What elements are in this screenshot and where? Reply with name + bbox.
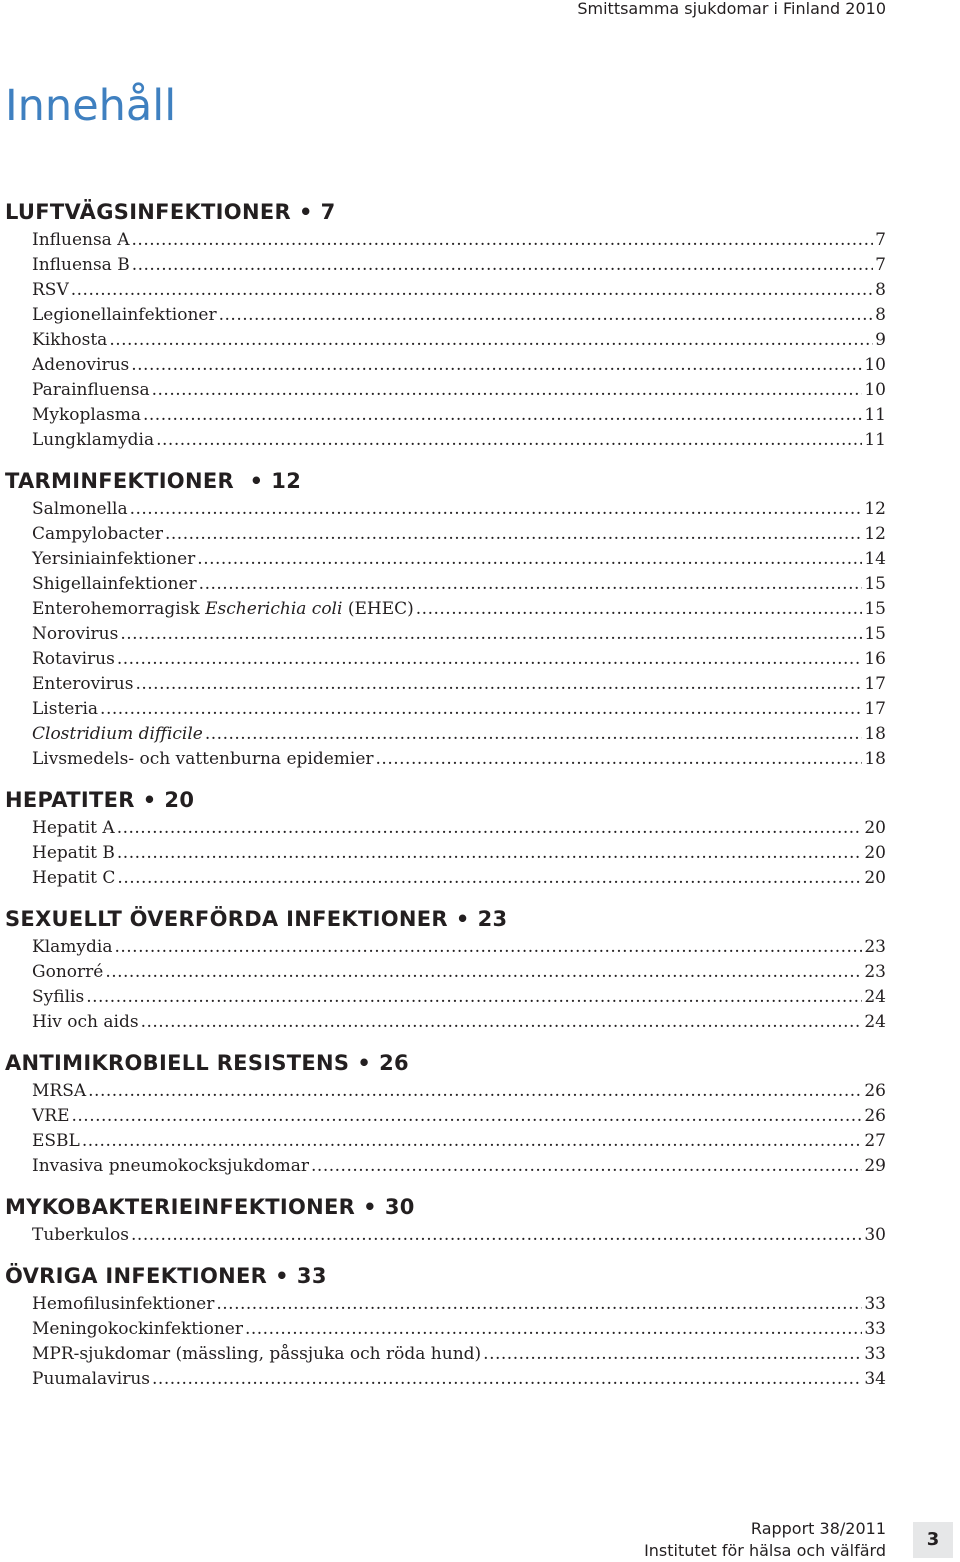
toc-entry[interactable] xyxy=(5,428,886,453)
toc-entry[interactable] xyxy=(5,1154,886,1179)
leader-dots xyxy=(105,960,862,985)
entry-page: 8 xyxy=(875,305,886,325)
entry-page: 8 xyxy=(875,280,886,300)
entry-page: 26 xyxy=(864,1081,886,1101)
report-number: Rapport 38/2011 xyxy=(750,1519,886,1538)
section-heading-page: 23 xyxy=(477,907,508,931)
toc-section-tarminfektioner xyxy=(5,465,886,784)
bullet-separator: • xyxy=(298,200,313,224)
entry-page: 24 xyxy=(864,1012,886,1032)
leader-dots xyxy=(143,403,862,428)
entry-page: 24 xyxy=(864,987,886,1007)
entry-page: 34 xyxy=(864,1369,886,1389)
leader-dots xyxy=(82,1129,863,1154)
section-heading[interactable] xyxy=(5,1260,886,1292)
section-heading[interactable] xyxy=(5,1191,886,1223)
leader-dots xyxy=(131,353,862,378)
leader-dots xyxy=(117,647,863,672)
leader-dots xyxy=(152,378,863,403)
toc-entry[interactable] xyxy=(5,497,886,522)
toc-entry[interactable] xyxy=(5,1079,886,1104)
toc-entry[interactable] xyxy=(5,935,886,960)
entry-page: 17 xyxy=(864,674,886,694)
entry-label: Lungklamydia xyxy=(32,430,155,450)
leader-dots xyxy=(219,303,874,328)
entry-page: 23 xyxy=(864,937,886,957)
entry-label: Invasiva pneumokocksjukdomar xyxy=(32,1156,310,1176)
section-heading-title: LUFTVÄGSINFEKTIONER xyxy=(5,200,291,224)
entry-label: VRE xyxy=(32,1106,70,1126)
section-heading[interactable] xyxy=(5,784,886,816)
entry-label: Mykoplasma xyxy=(32,405,141,425)
toc-entry[interactable] xyxy=(5,841,886,866)
leader-dots xyxy=(71,278,873,303)
bullet-separator: • xyxy=(357,1051,372,1075)
section-heading-page: 33 xyxy=(296,1264,327,1288)
entry-page: 9 xyxy=(875,330,886,350)
entry-page: 10 xyxy=(864,380,886,400)
entry-label: Kikhosta xyxy=(32,330,108,350)
bullet-separator: • xyxy=(275,1264,289,1288)
entry-list xyxy=(5,935,886,1035)
entry-label xyxy=(32,722,203,747)
leader-dots xyxy=(245,1317,862,1342)
section-heading-page: 20 xyxy=(164,788,195,812)
institute-name: Institutet för hälsa och välfärd xyxy=(644,1541,886,1560)
leader-dots xyxy=(120,622,862,647)
entry-label-part: Enterohemorragisk xyxy=(32,599,206,619)
entry-page: 26 xyxy=(864,1106,886,1126)
toc-section-hepatiter xyxy=(5,784,886,903)
leader-dots xyxy=(197,547,862,572)
toc-entry[interactable] xyxy=(5,672,886,697)
entry-page: 17 xyxy=(864,699,886,719)
entry-label-part: (EHEC) xyxy=(342,599,414,619)
section-heading[interactable] xyxy=(5,465,886,497)
toc-entry[interactable] xyxy=(5,378,886,403)
toc-entry[interactable] xyxy=(5,403,886,428)
leader-dots xyxy=(100,697,862,722)
toc-entry[interactable] xyxy=(5,547,886,572)
entry-page: 27 xyxy=(864,1131,886,1151)
entry-page: 12 xyxy=(864,499,886,519)
toc-entry[interactable] xyxy=(5,522,886,547)
entry-page: 7 xyxy=(875,255,886,275)
entry-label: Hemofilusinfektioner xyxy=(32,1294,215,1314)
leader-dots xyxy=(72,1104,863,1129)
bullet-separator: • xyxy=(363,1195,377,1219)
section-heading[interactable] xyxy=(5,903,886,935)
entry-label: Hepatit B xyxy=(32,843,115,863)
entry-page: 30 xyxy=(864,1225,886,1245)
leader-dots xyxy=(109,328,873,353)
section-heading-title: HEPATITER xyxy=(5,788,135,812)
toc-entry[interactable] xyxy=(5,1317,886,1342)
entry-label: Listeria xyxy=(32,699,99,719)
entry-page: 20 xyxy=(864,868,886,888)
entry-label: Enterovirus xyxy=(32,674,134,694)
entry-page: 33 xyxy=(864,1294,886,1314)
entry-list xyxy=(5,497,886,772)
toc-entry[interactable] xyxy=(5,1223,886,1248)
entry-label: Norovirus xyxy=(32,624,119,644)
entry-page: 15 xyxy=(864,599,886,619)
toc-section-mykobakterieinfektioner xyxy=(5,1191,886,1260)
entry-label: Gonorré xyxy=(32,962,104,982)
entry-label: Tuberkulos xyxy=(32,1225,130,1245)
leader-dots xyxy=(117,816,863,841)
entry-label: RSV xyxy=(32,280,69,300)
leader-dots xyxy=(114,935,862,960)
section-heading-title: ANTIMIKROBIELL RESISTENS xyxy=(5,1051,350,1075)
toc-section-sexuellt-overforda-infektioner xyxy=(5,903,886,1047)
entry-page: 16 xyxy=(864,649,886,669)
section-heading-title: ÖVRIGA INFEKTIONER xyxy=(5,1264,268,1288)
entry-page: 11 xyxy=(864,430,886,450)
leader-dots xyxy=(132,253,873,278)
toc-entry[interactable] xyxy=(5,697,886,722)
toc-entry[interactable] xyxy=(5,278,886,303)
entry-list xyxy=(5,1079,886,1179)
entry-label: Yersiniainfektioner xyxy=(32,549,196,569)
toc-entry[interactable] xyxy=(5,1129,886,1154)
entry-label: Puumalavirus xyxy=(32,1369,151,1389)
entry-label xyxy=(32,597,414,622)
section-heading-title: MYKOBAKTERIEINFEKTIONER xyxy=(5,1195,356,1219)
leader-dots xyxy=(141,1010,863,1035)
leader-dots xyxy=(152,1367,862,1392)
entry-label: Influensa A xyxy=(32,230,130,250)
toc-section-luftvagsinfektioner xyxy=(5,196,886,465)
toc-section-ovriga-infektioner xyxy=(5,1260,886,1392)
entry-label: Livsmedels- och vattenburna epidemier xyxy=(32,749,374,769)
entry-label-italic: Escherichia coli xyxy=(205,599,343,619)
entry-label: ESBL xyxy=(32,1131,80,1151)
toc-entry[interactable] xyxy=(5,622,886,647)
entry-page: 29 xyxy=(864,1156,886,1176)
toc-entry[interactable] xyxy=(5,1342,886,1367)
section-heading-page: 30 xyxy=(384,1195,415,1219)
leader-dots xyxy=(130,497,863,522)
table-of-contents xyxy=(5,196,886,1392)
leader-dots xyxy=(311,1154,862,1179)
entry-list xyxy=(5,1292,886,1392)
leader-dots xyxy=(483,1342,862,1367)
leader-dots xyxy=(88,1079,862,1104)
toc-entry[interactable] xyxy=(5,647,886,672)
entry-page: 11 xyxy=(864,405,886,425)
leader-dots xyxy=(135,672,862,697)
entry-list xyxy=(5,1223,886,1248)
section-heading-page: 7 xyxy=(320,200,336,224)
leader-dots xyxy=(131,1223,862,1248)
entry-page: 33 xyxy=(864,1319,886,1339)
toc-entry[interactable] xyxy=(5,303,886,328)
section-heading-page: 12 xyxy=(271,469,302,493)
entry-page: 14 xyxy=(864,549,886,569)
entry-label: Hepatit A xyxy=(32,818,115,838)
entry-label: Parainfluensa xyxy=(32,380,150,400)
entry-page: 18 xyxy=(864,724,886,744)
entry-page: 23 xyxy=(864,962,886,982)
toc-entry[interactable] xyxy=(5,960,886,985)
entry-label: Hiv och aids xyxy=(32,1012,139,1032)
entry-list xyxy=(5,816,886,891)
bullet-separator: • xyxy=(241,469,264,493)
entry-page: 12 xyxy=(864,524,886,544)
toc-entry[interactable] xyxy=(5,597,886,622)
entry-label: Campylobacter xyxy=(32,524,163,544)
section-heading[interactable] xyxy=(5,196,886,228)
entry-label: Salmonella xyxy=(32,499,128,519)
section-heading-page: 26 xyxy=(379,1051,409,1075)
entry-label: Hepatit C xyxy=(32,868,116,888)
page-number: 3 xyxy=(913,1522,953,1558)
entry-page: 7 xyxy=(875,230,886,250)
entry-page: 18 xyxy=(864,749,886,769)
toc-entry[interactable] xyxy=(5,1010,886,1035)
leader-dots xyxy=(156,428,862,453)
leader-dots xyxy=(132,228,874,253)
entry-label-italic: Clostridium difficile xyxy=(32,724,203,744)
toc-entry[interactable] xyxy=(5,1367,886,1392)
entry-label: Meningokockinfektioner xyxy=(32,1319,243,1339)
entry-label: MRSA xyxy=(32,1081,87,1101)
entry-label: Shigellainfektioner xyxy=(32,574,197,594)
entry-label: Influensa B xyxy=(32,255,130,275)
entry-label: MPR-sjukdomar (mässling, påssjuka och röda hund) xyxy=(32,1344,482,1364)
leader-dots xyxy=(117,866,862,891)
leader-dots xyxy=(205,722,863,747)
leader-dots xyxy=(117,841,862,866)
leader-dots xyxy=(216,1292,862,1317)
leader-dots xyxy=(199,572,863,597)
entry-label: Adenovirus xyxy=(32,355,130,375)
entry-page: 20 xyxy=(864,843,886,863)
toc-entry[interactable] xyxy=(5,816,886,841)
entry-label: Syfilis xyxy=(32,987,85,1007)
leader-dots xyxy=(376,747,863,772)
entry-list xyxy=(5,228,886,453)
entry-page: 20 xyxy=(864,818,886,838)
section-heading-title: TARMINFEKTIONER xyxy=(5,469,234,493)
leader-dots xyxy=(86,985,862,1010)
toc-entry[interactable] xyxy=(5,253,886,278)
bullet-separator: • xyxy=(455,907,470,931)
entry-label: Rotavirus xyxy=(32,649,115,669)
toc-section-antimikrobiell-resistens xyxy=(5,1047,886,1191)
entry-page: 33 xyxy=(864,1344,886,1364)
section-heading[interactable] xyxy=(5,1047,886,1079)
running-header: Smittsamma sjukdomar i Finland 2010 xyxy=(577,0,886,18)
toc-entry[interactable] xyxy=(5,722,886,747)
toc-entry[interactable] xyxy=(5,572,886,597)
toc-entry[interactable] xyxy=(5,1292,886,1317)
entry-label: Klamydia xyxy=(32,937,113,957)
toc-entry[interactable] xyxy=(5,747,886,772)
page-title: Innehåll xyxy=(5,81,177,131)
entry-page: 15 xyxy=(864,574,886,594)
section-heading-title: SEXUELLT ÖVERFÖRDA INFEKTIONER xyxy=(5,907,448,931)
leader-dots xyxy=(416,597,863,622)
toc-entry[interactable] xyxy=(5,328,886,353)
toc-entry[interactable] xyxy=(5,228,886,253)
toc-entry[interactable] xyxy=(5,985,886,1010)
leader-dots xyxy=(165,522,862,547)
toc-entry[interactable] xyxy=(5,1104,886,1129)
entry-page: 15 xyxy=(864,624,886,644)
entry-page: 10 xyxy=(864,355,886,375)
page-footer xyxy=(644,1518,886,1562)
bullet-separator: • xyxy=(142,788,157,812)
toc-entry[interactable] xyxy=(5,866,886,891)
toc-entry[interactable] xyxy=(5,353,886,378)
entry-label: Legionellainfektioner xyxy=(32,305,217,325)
